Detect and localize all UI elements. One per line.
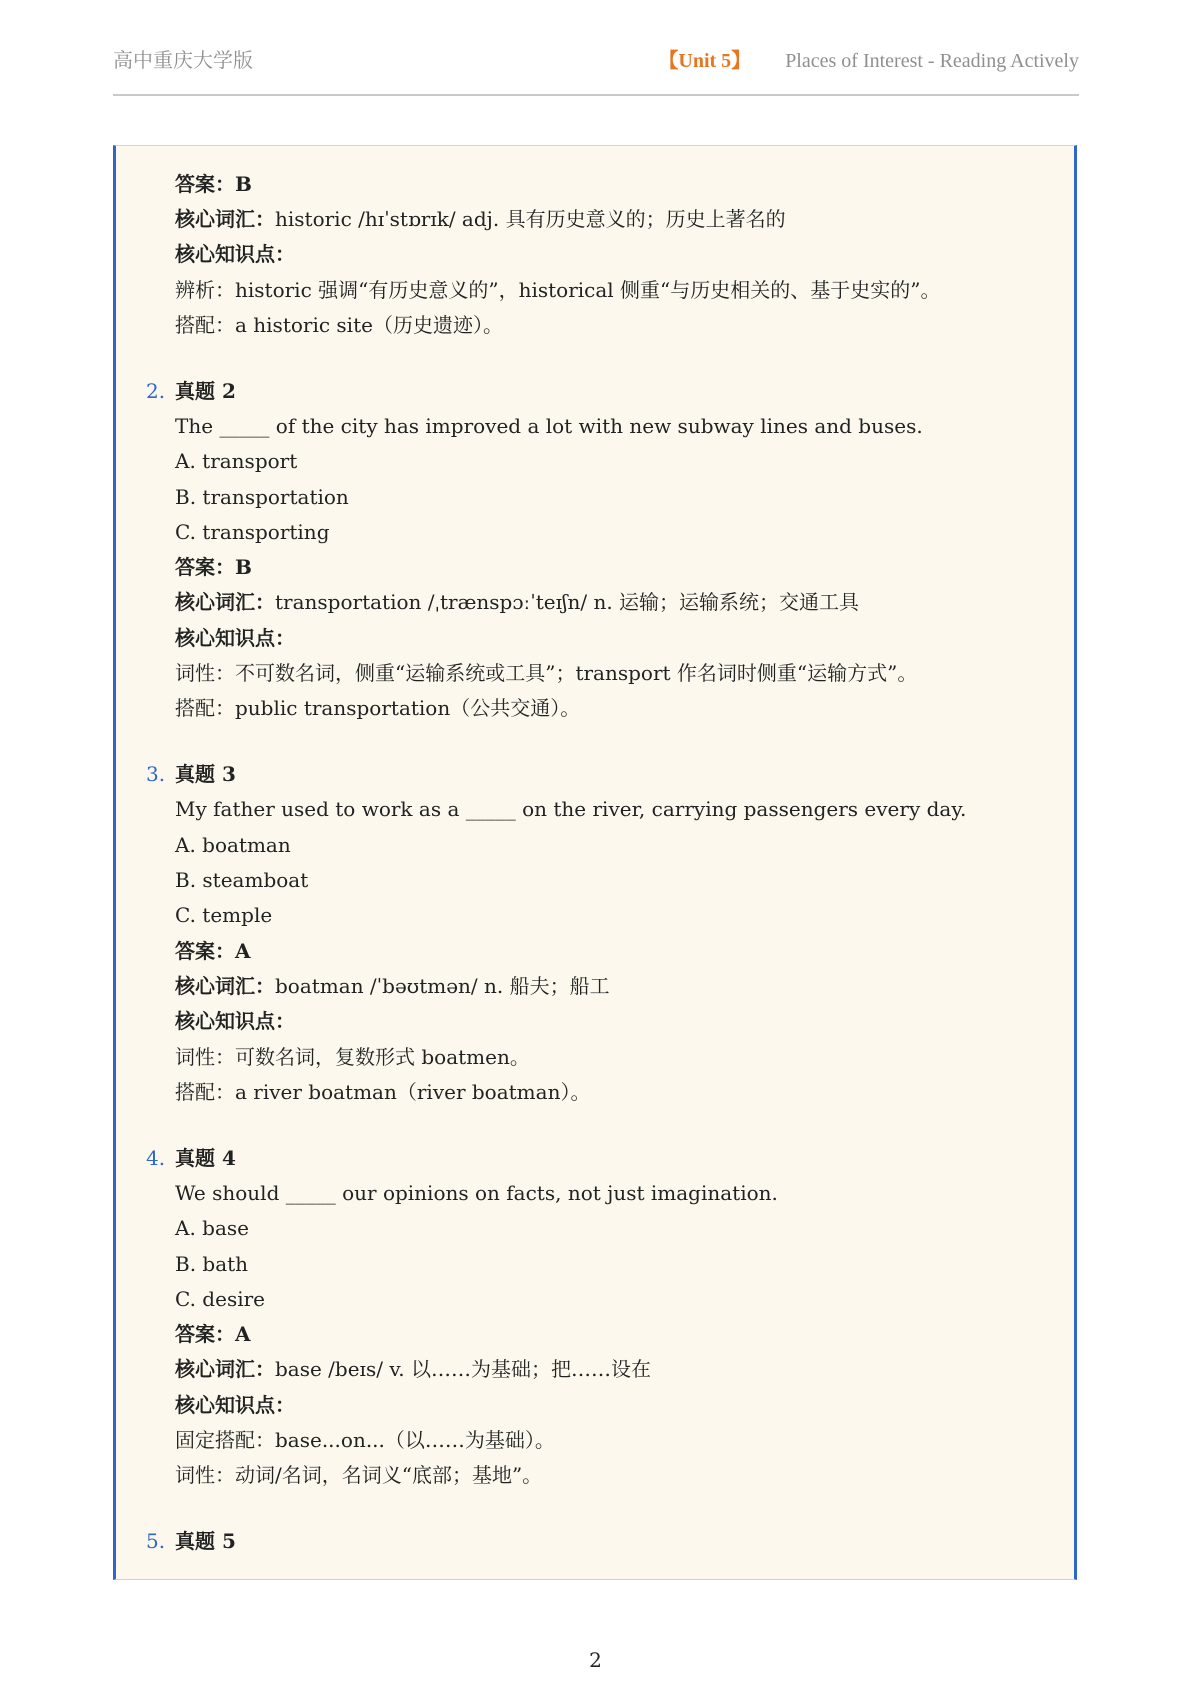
answer: 答案：B xyxy=(175,555,252,579)
core-vocab: 核心词汇：base /beɪs/ v. 以……为基础；把……设在 xyxy=(175,1357,651,1381)
header-divider xyxy=(113,94,1079,96)
option-b: B. transportation xyxy=(175,485,349,509)
core-vocab: 核心词汇：boatman /ˈbəʊtmən/ n. 船夫；船工 xyxy=(175,974,610,998)
prev-vocab: 核心词汇：historic /hɪˈstɒrɪk/ adj. 具有历史意义的；历史上著名的 xyxy=(175,207,786,231)
option-c: C. temple xyxy=(175,903,273,927)
note-1: 词性：可数名词，复数形式 boatmen。 xyxy=(175,1045,530,1069)
option-a: A. base xyxy=(175,1216,249,1240)
question-stem: We should _____ our opinions on facts, not just imagination. xyxy=(175,1181,778,1205)
points-label: 核心知识点： xyxy=(175,1009,295,1033)
note-1: 固定搭配：base...on...（以……为基础）。 xyxy=(175,1428,555,1452)
option-a: A. boatman xyxy=(175,833,291,857)
question-stem: The _____ of the city has improved a lot with new subway lines and buses. xyxy=(175,414,923,438)
option-a: A. transport xyxy=(175,449,298,473)
points-label: 核心知识点： xyxy=(175,626,295,650)
core-vocab: 核心词汇：transportation /ˌtrænspɔːˈteɪʃn/ n. 运输；运输系统；交通工具 xyxy=(175,590,860,614)
textbook-name: 高中重庆大学版 xyxy=(113,48,253,72)
question-title: 真题 4 xyxy=(175,1146,236,1170)
page-header xyxy=(113,44,1079,74)
note-2: 词性：动词/名词，名词义“底部；基地”。 xyxy=(175,1463,543,1487)
question-number: 5. xyxy=(146,1529,166,1553)
option-b: B. steamboat xyxy=(175,868,309,892)
unit-tag: 【Unit 5】 xyxy=(658,50,752,72)
prev-note-1: 辨析：historic 强调“有历史意义的”，historical 侧重“与历史相关的、基于史实的”。 xyxy=(175,278,941,302)
prev-answer: 答案：B xyxy=(175,172,252,196)
question-title: 真题 3 xyxy=(175,762,236,786)
question-number: 4. xyxy=(146,1146,166,1170)
prev-note-2: 搭配：a historic site（历史遗迹）。 xyxy=(175,313,503,337)
answer: 答案：A xyxy=(175,939,251,963)
option-c: C. desire xyxy=(175,1287,265,1311)
answer: 答案：A xyxy=(175,1322,251,1346)
question-number: 2. xyxy=(146,379,166,403)
note-2: 搭配：public transportation（公共交通）。 xyxy=(175,696,581,720)
prev-points-label: 核心知识点： xyxy=(175,242,295,266)
option-c: C. transporting xyxy=(175,520,330,544)
question-title: 真题 5 xyxy=(175,1529,236,1553)
question-stem: My father used to work as a _____ on the river, carrying passengers every day. xyxy=(175,797,967,821)
page-number: 2 xyxy=(589,1648,602,1672)
note-1: 词性：不可数名词，侧重“运输系统或工具”；transport 作名词时侧重“运输方式”。 xyxy=(175,661,918,685)
note-2: 搭配：a river boatman（river boatman）。 xyxy=(175,1080,591,1104)
unit-subtitle: Places of Interest - Reading Actively xyxy=(785,50,1079,72)
question-number: 3. xyxy=(146,762,166,786)
points-label: 核心知识点： xyxy=(175,1393,295,1417)
unit-heading xyxy=(658,44,1079,73)
option-b: B. bath xyxy=(175,1252,249,1276)
question-title: 真题 2 xyxy=(175,379,236,403)
